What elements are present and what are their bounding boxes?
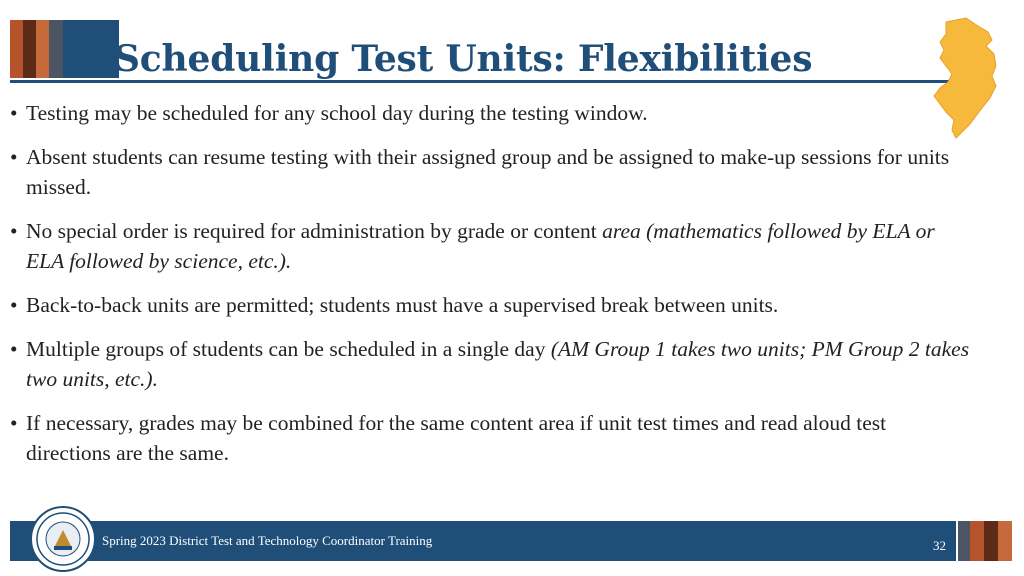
nj-department-of-education-seal-icon bbox=[30, 506, 96, 572]
page-number: 32 bbox=[933, 538, 946, 553]
bullet-list bbox=[10, 98, 970, 482]
bullet-item: • No special order is required for administration by grade or content area (mathematics followed by ELA or ELA followed by science, etc.). bbox=[10, 219, 935, 273]
slide-title: Scheduling Test Units: Flexibilities bbox=[114, 38, 813, 80]
bullet-item: • Multiple groups of students can be scheduled in a single day (AM Group 1 takes two units; PM Group 2 takes two units, etc.). bbox=[10, 337, 970, 391]
footer-text: Spring 2023 District Test and Technology Coordinator Training bbox=[102, 533, 433, 548]
header-rule bbox=[10, 80, 970, 83]
bullet-item: • Testing may be scheduled for any school day during the testing window. bbox=[10, 101, 648, 125]
bullet-item: • If necessary, grades may be combined for the same content area if unit test times and read aloud test directions are the same. bbox=[10, 411, 887, 465]
footer-bar bbox=[10, 521, 956, 561]
footer-color-bars bbox=[958, 521, 1012, 561]
header-color-bars bbox=[10, 20, 119, 78]
bullet-item: • Back-to-back units are permitted; students must have a supervised break between units. bbox=[10, 293, 779, 317]
bullet-item: • Absent students can resume testing with their assigned group and be assigned to make-up sessions for units missed. bbox=[10, 145, 950, 199]
